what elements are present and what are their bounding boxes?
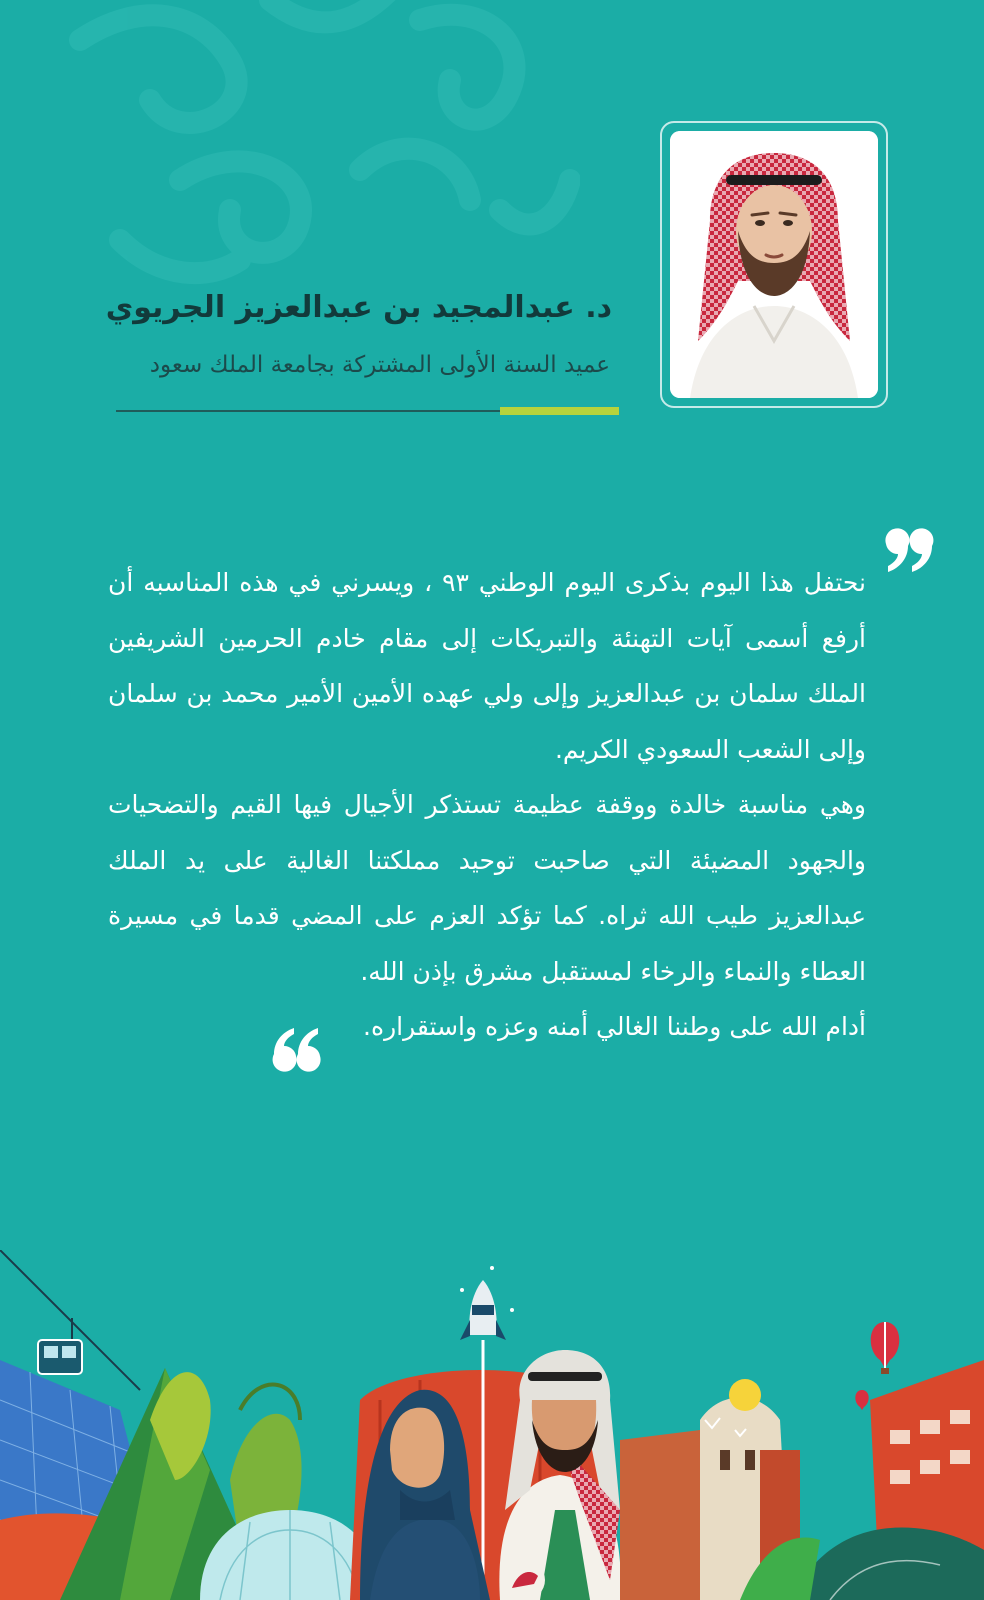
quote-text (108, 555, 866, 1055)
portrait-illustration (670, 131, 878, 398)
calligraphy-watermark (60, 0, 580, 310)
person-title: عميد السنة الأولى المشتركة بجامعة الملك سعود (149, 352, 610, 378)
green-wave (790, 1528, 984, 1600)
hot-air-balloon-icon (871, 1322, 900, 1374)
portrait-photo (670, 131, 878, 398)
quote-open-icon (884, 528, 934, 572)
portrait-frame (660, 121, 888, 408)
national-day-illustration (0, 1250, 984, 1600)
quote-paragraph-1: نحتفل هذا اليوم بذكرى اليوم الوطني ٩٣ ، ويسرني في هذه المناسبه أن أرفع أسمى آيات التهنئة والتبريكات إلى مقام خادم الحرمين الشريفين الملك سلمان بن عبدالعزيز وإلى ولي عهده الأمين الأمير محمد بن سلمان وإلى الشعب السعودي الكريم. (108, 568, 866, 764)
small-balloon-icon (855, 1390, 868, 1410)
sun-icon (729, 1379, 761, 1411)
quote-paragraph-2: وهي مناسبة خالدة ووقفة عظيمة تستذكر الأجيال فيها القيم والتضحيات والجهود المضيئة التي صاحبت توحيد مملكتنا الغالية على يد الملك عبدالعزيز طيب الله ثراه. كما تؤكد العزم على المضي قدما في مسيرة العطاء والنماء والرخاء لمستقبل مشرق بإذن الله. (108, 790, 866, 986)
divider-accent (500, 407, 619, 415)
person-name: د. عبدالمجيد بن عبدالعزيز الجريوي (105, 290, 612, 325)
quote-close-icon (272, 1028, 322, 1072)
quote-paragraph-3: أدام الله على وطننا الغالي أمنه وعزه واستقراره. (363, 1012, 866, 1041)
